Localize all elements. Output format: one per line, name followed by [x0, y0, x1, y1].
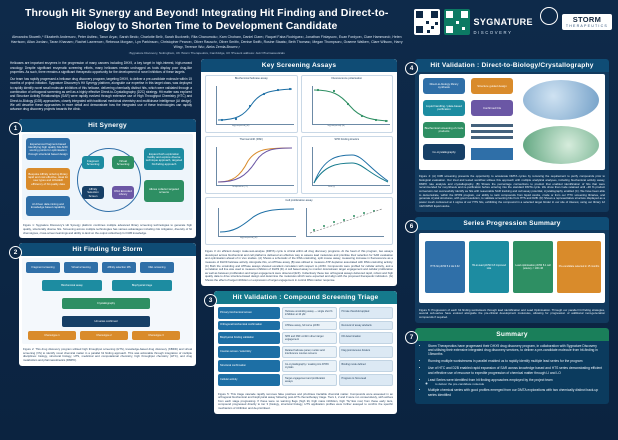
sygnature-logo-text: SYGNATURE	[473, 17, 533, 27]
summary-bullet-4: Multiple chemical series with good profiles emerged from our DMTA explorations with two chemically distinct back-up series identified	[428, 388, 599, 397]
intro-text	[6, 59, 196, 114]
figure-label-3: Affinity Selection Screen	[82, 186, 104, 199]
table-row	[218, 374, 393, 386]
panel-title-hit-finding: Hit Finding for Storm	[19, 243, 196, 256]
triage-row-cell-0-1: Hit rate threshold applied	[339, 307, 394, 319]
panel-summary-wrapper	[402, 328, 609, 404]
series-box-0: HTS hit pIC50 5.2 LE 0.32	[425, 241, 465, 293]
triage-row-cell-5-0: Target engagement and proliferation assays	[282, 374, 337, 386]
figure-label-4: DNA Encoded Library	[112, 186, 134, 199]
panel-hit-synergy	[19, 119, 196, 238]
triage-row-label-0: Primary biochemical screen	[218, 307, 280, 319]
chart-curve-4	[206, 198, 396, 244]
d2b-label-0: Direct-to-biology library synthesis	[423, 78, 465, 94]
logo-group	[414, 5, 613, 37]
triage-row-cell-3-0: Related helicase panel, nucleic acid interference counter-screens	[282, 346, 337, 358]
flow-label-6: Crystallography	[62, 298, 150, 309]
triage-row-cell-2-1: KD determination	[339, 332, 394, 344]
triage-row-cell-1-1: Removal of assay artefacts	[339, 321, 394, 330]
panel-hit-finding-wrapper	[6, 243, 196, 365]
d2b-label-3: Co-crystallography	[423, 144, 465, 160]
chart-title-4: Cell proliferation assay	[285, 199, 313, 203]
panel-title-key-assays: Key Screening Assays	[201, 59, 397, 72]
list-item	[428, 388, 603, 397]
panel-title-series-progression: Series Progression Summary	[415, 217, 609, 230]
figure-label-7: Expand both exploration facility and explore diverse technique approach, targeted hit-finding approach	[144, 148, 184, 170]
chart-curve-2	[206, 137, 298, 193]
caption-figure-2: Figure 2: This drug discovery program utilised high throughput screening (HTS), knowledge-based drug discovery (KBDD) and virtual screening (VS) to identify novel chemical matter in a parallel hit finding approach. This was actionable through integration of multiple disciplines: biology, structural biology, HTS, medicinal and computational chemistry, high throughput chemistry (HTC), and drug metabolism and pharmacokinetics (DMPK).	[23, 347, 192, 363]
chart-curve-3	[302, 137, 394, 193]
intro-paragraph-2: Our team has rapidly progressed a helicase drug discovery program, targeting DHX9, to deliver a pre-candidate molecule within 15 months of project initiation. Sygnature Discovery's Hit Synergy platform, alongside our expertise in this target class, was deployed to rapidly identify novel small molecule inhibitors of this helicase, delivering chemically distinct hits, which were validated through a combination of orthogonal screening as well as a highly effective Direct-to-Crystallography (D2C) strategy. Hit matter was explored and Structure Activity Relationships (SAR) were rapidly evolved through extensive use of High Throughput Chemistry (HTC) and Direct-to-Biology (D2B) approaches, closely integrated with traditional medicinal chemistry and multikinase intelligence (AI design). We will describe these approaches in more detail and demonstrate how the integrated use of these technologies can rapidly advance drug discovery projects towards the clinic.	[10, 77, 192, 112]
caption-figure-5: Figure 5: This triage cascade rapidly removes false positives and prioritises tractable chemical matter. Compounds were assessed in an orthogonal biochemical and biophysical assay following post-HTS chemotherapy triage. Tiers 1, 2 and 3 were run consecutively, with actives from each stage progressing. If these were no warning flags (high tilt, high mass inhibition, high Tâ‚˜/low nos) from these early tiers, compound progressed directly to tier 3 (biology, structural biology, HTS application profiles were further assayed to confirm the specific mechanism of inhibition and de-prioritised.	[218, 391, 393, 410]
panel-triage-wrapper	[201, 291, 397, 414]
panel-key-assays	[201, 59, 397, 285]
sygnature-logo	[474, 7, 558, 37]
series-box-3: Pre-candidate selected in 15 months	[557, 241, 601, 293]
affiliation-list: ¹Sygnature Discovery, Nottingham, UK ²Storm Therapeutics, Cambridge, UK ³Present address: Jazz Pharmaceuticals	[128, 51, 285, 55]
chart-curve-1	[302, 76, 394, 132]
d2b-label-5: Confirmed hits	[471, 100, 513, 116]
page-title: Through Hit Synergy and Beyond! Integrating Hit Finding and Direct-to-Biology to Shorten Time to Development Candidate	[25, 7, 389, 32]
figure-label-5: Bespoke Affinity ordering library rapid and cost effective, ideal for new types and HIGHER efficiency of hit quality data	[26, 168, 70, 190]
list-item	[428, 366, 603, 375]
panel-summary	[415, 328, 609, 404]
panel-number-7: 7	[405, 331, 418, 344]
crystal-structure-graphic	[523, 126, 599, 164]
panel-hit-validation-d2b	[415, 59, 609, 211]
chart-spr-kinetics	[301, 136, 394, 194]
figure-label-2: Virtual Screening	[112, 156, 134, 169]
caption-figure-6: Figure 6: Progression of each hit finding workstream through lead identification and Lead Optimisation. Through our parallel hit finding strategies, several sub-series have evolved alongside the pre-clinical development molecules, allowing for progression of additional next-generation compounds if required.	[419, 307, 605, 319]
panel-d2b-wrapper	[402, 59, 609, 211]
d2b-label-4: Structure guided design	[471, 78, 513, 94]
panel-number-3: 3	[204, 294, 217, 307]
chart-title-3: SPR binding kinetics	[334, 138, 360, 142]
protein-structure-graphic	[523, 80, 599, 120]
panel-number-2: 2	[9, 246, 22, 259]
chart-title-1: Fluorescence polarisation	[331, 77, 363, 81]
flow-label-10: Chemotype 3	[132, 331, 180, 340]
flow-label-4: Biochemical assay	[42, 280, 102, 291]
table-row	[218, 332, 393, 344]
triage-row-cell-3-1: Flag promiscuous binders	[339, 346, 394, 358]
caption-figure-3: Figure 3: An efficient design make-test-analyse (DMTA) cycle is critical within all drug discovery programs. At the heart of this program, two assays developed across biochemical and cell platforms delivered an effective way to assess lead molecules and prioritise their selection for SAR evaluation and optimisation ahead of in vivo studies. (A) Shows a schematic of the RNA unwinding, split mouse assay, measuring increase in fluorescence as a measure of DHX9 helicase activity. Alongside this, an ATPase assay (B) was utilised to measure ATP depletion associated with RNA unwinding activity. (C) Both the unwinding and ATPase assays showed excellent correlation with respect to pIC50. Compounds were profiled for cellular activity, and a correlation cell line was used to measure inhibition of DHX9 (D). A cell based assay to monitor downstream target engagement and cellular proliferation as well as between proliferation and target engagement were observed (E/F). Collectively these two orthogonal assays delivered rapid, robust and high quality data to drive structure-based design and determine the molecules which were expected and align with the proposed therapeutic indication. (G) Shows the effect of target inhibition on expression of target engagement in control RNA marker response.	[205, 249, 393, 282]
qr-code-secondary-icon[interactable]	[444, 9, 470, 35]
panel-number-1: 1	[9, 122, 22, 135]
panel-title-summary: Summary	[415, 328, 609, 341]
panel-hit-synergy-wrapper	[6, 119, 196, 238]
chart-xlabel-3: Time (s)	[327, 186, 336, 189]
flow-label-5: Biophysical triage	[112, 280, 172, 291]
panel-series-wrapper	[402, 217, 609, 323]
hit-finding-figure	[22, 258, 193, 344]
chart-xlabel-0: log[compound] (M)	[232, 125, 250, 128]
flow-label-8: Chemotype 1	[28, 331, 76, 340]
flow-label-2: Affinity selection MS	[102, 262, 136, 273]
panel-series-progression	[415, 217, 609, 323]
caption-figure-4: Figure 4: (A) D2B screening presents the opportunity to accelerate DMTA cycles by removing the requirement to purify compounds prior to biological evaluation. Our tried and tested workflow utilises this approach with multiple analytical analyses, including biochemical activity assay, DMPK rate analysis and crystallography. (B) Shows the percentage connections to product that enabled identification of hits that were recommended for resynthesis and re-purification before entering into the standard DMTA cycle. We show that crude retained until ~30 % product conversion can successfully identify as hits with reasonable SAR tracking and cell assay potential, crystallography enabled (C). We have been able to demonstrate, within the DHX9 program, our ability to rank compounds from liquid stocks, crude or from our HTC screening libraries, and generate crystal structures, with good resolution, to validate screening hits from HTS and D2B. (D) Shows a representative structure displayed as a power mesh contoured at 1 sigma of our HTS hits, exhibiting the compound in a selected target binder in our site of interest, using our library 12 mM DMSO liquid stocks.	[419, 174, 605, 208]
summary-bullet-1: Running multiple workstreams in parallel enabled us to rapidly identify multiple lead series for the program	[428, 359, 583, 364]
chart-cell-proliferation	[205, 197, 393, 245]
flow-label-0: Fragment screening	[26, 262, 60, 273]
panel-title-triage: Hit Validation : Compound Screening Triage	[214, 291, 397, 304]
title-block	[6, 5, 408, 55]
triage-row-label-3: Counter-screen / selectivity	[218, 346, 280, 358]
figure-label-0: Experienced fragment-based identifying high quality hits AND scoring points for optimisation through structural based design	[26, 138, 70, 160]
hit-synergy-figure	[22, 134, 193, 220]
flow-label-1: Virtual screening	[64, 262, 98, 273]
summary-subbullet-3-0: ◦ to deliver the pre-candidate molecule	[435, 382, 603, 386]
qr-code-icon[interactable]	[414, 9, 440, 35]
column-left	[6, 59, 196, 439]
table-row	[218, 360, 393, 372]
chart-biochemical-helicase	[205, 75, 298, 133]
triage-row-cell-1-0: ATPase assay, full curve pIC50	[282, 321, 337, 330]
column-middle	[201, 59, 397, 439]
table-row	[218, 307, 393, 319]
triage-table	[214, 304, 397, 391]
storm-logo-subtext: THERAPEUTICS	[565, 24, 608, 28]
triage-row-cell-4-1: Binding mode defined	[339, 360, 394, 372]
table-row	[218, 346, 393, 358]
series-progression-figure	[419, 233, 605, 303]
series-box-2: Lead optimisation pIC50 8.1 cell potency < 100 nM	[513, 241, 553, 293]
intro-paragraph-1: Helicases are important enzymes in the progression of many cancers including DHX9, a key target in high-interest, high-reward oncology. Despite significant enzymatic screening efforts, many helicases remain undrugged as tools display poor drug-like properties. As such, there remains a significant therapeutic opportunity for the development of novel inhibitors of these targets.	[10, 61, 192, 74]
storm-logo-text: STORM	[572, 15, 602, 24]
list-item	[428, 378, 603, 386]
series-box-1: Hit-to-lead pIC50 6.8 improved LLE	[469, 241, 509, 293]
panel-hit-finding	[19, 243, 196, 365]
chart-xlabel-1: log[compound] (M)	[327, 125, 345, 128]
summary-bullet-0: Storm Therapeutics have progressed their DHX9 drug discovery program, in collaboration with Sygnature Discovery and utilising their extensive integrated drug discovery services, to deliver a pre-candidate molecule from hit-finding in 15months	[428, 343, 598, 357]
triage-row-label-2: Biophysical binding validation	[218, 332, 280, 344]
chart-curve-0	[206, 76, 298, 132]
panel-number-4: 4	[405, 62, 418, 75]
summary-list	[415, 341, 609, 404]
list-item	[428, 344, 603, 357]
d2b-label-2: Biochemical screening of crude products	[423, 122, 465, 138]
sygnature-logo-subtext: DISCOVERY	[473, 30, 513, 35]
poster-header	[6, 5, 612, 55]
chart-xlabel-2: Temperature (°C)	[232, 186, 248, 189]
assay-chart-grid	[201, 72, 397, 248]
triage-row-cell-2-0: SPR and DSF confirm direct target engagement	[282, 332, 337, 344]
summary-bullet-2: Use of HTC and D2B enabled rapid expansion of SAR across knowledge based and HTS series demonstrating efficient and effective use of resource to expedite progression of chemical matter through LI and LO	[428, 366, 603, 375]
flow-label-7: Hit series confirmed	[62, 316, 150, 327]
figure-label-1: Fragment Screening	[82, 156, 104, 169]
author-list: Alexandra Stowell¹,* Elizabeth Anderson¹, Peter Astles¹, Tarun Arya², Sarah Beck², Charlotte Bell², Sarah Bucknell², Rita Chanumolu², Kam Chohan², Daniel Clare², Raquel Faba Rodriguez², Jonathan Finlayson¹, Euan Fordyce¹, Clare Hammond², Helen Harrison², Allan Jordan¹, Taran Khanam², Rachel Lawrence¹, Rebecca Morgan¹, Lyn Parkinson¹, Christopher Pearce¹, Oliver Rausch², Oliver Smith¹, Denise Swift¹, Rosine Staats², Beth Thomas², Megan Thompson¹, Graeme Walker², Clare Wilson¹, Harry Wing², Terence Wu², Aleks Zemla-Brown²,³	[10, 35, 403, 49]
circle-icon	[540, 7, 558, 25]
triage-row-cell-5-1: Progress to hit-to-lead	[339, 374, 394, 386]
poster-columns	[6, 59, 612, 439]
storm-logo	[562, 14, 612, 30]
caption-figure-1: Figure 1: Sygnature Discovery's Hit Synergy platform combines multiple advanced library screening technologies to generate high quality, structurally diverse hits. Screening across multiple technologies has various advantages including risk mitigation, diversity of hit chemotypes, cross-screen learnings and ability to land on the output collectively for D2B knowledge.	[23, 223, 192, 235]
column-right	[402, 59, 609, 439]
d2b-figure	[419, 74, 605, 170]
panel-title-hit-synergy: Hit Synergy	[19, 119, 196, 132]
triage-row-label-1: Orthogonal biochemical confirmation	[218, 321, 280, 330]
panel-title-d2b: Hit Validation : Direct-to-Biology/Crystallography	[415, 59, 609, 72]
chart-title-0: Biochemical helicase assay	[234, 77, 268, 81]
d2b-label-1: Liquid handling / plate-based purification	[423, 100, 465, 116]
triage-row-cell-4-0: Co-crystallography / soaking into DHX9 crystals	[282, 360, 337, 372]
flow-label-3: DEL screening	[140, 262, 174, 273]
chart-thermal-shift	[205, 136, 298, 194]
figure-label-6: AI driven data mining and knowledge based capability	[26, 196, 70, 216]
chart-title-2: Thermal shift (DSF)	[239, 138, 263, 142]
chart-fluorescence-polarisation	[301, 75, 394, 133]
list-item	[428, 359, 603, 363]
flow-label-9: Chemotype 2	[80, 331, 128, 340]
summary-bullet-3: Lead Series were identified from hit finding approaches employed by the project team	[428, 377, 553, 382]
triage-row-label-5: Cellular activity	[218, 374, 280, 386]
panel-triage	[214, 291, 397, 414]
triage-row-cell-0-0: Helicase unwinding assay — single shot % inhibition at 10 µM	[282, 307, 337, 319]
figure-label-8: Allows cofactor targeted screens	[144, 180, 184, 202]
chart-xlabel-4: log[compound] (M)	[240, 237, 258, 240]
panel-number-6: 6	[405, 220, 418, 233]
table-row	[218, 321, 393, 330]
triage-row-label-4: Structural confirmation	[218, 360, 280, 372]
